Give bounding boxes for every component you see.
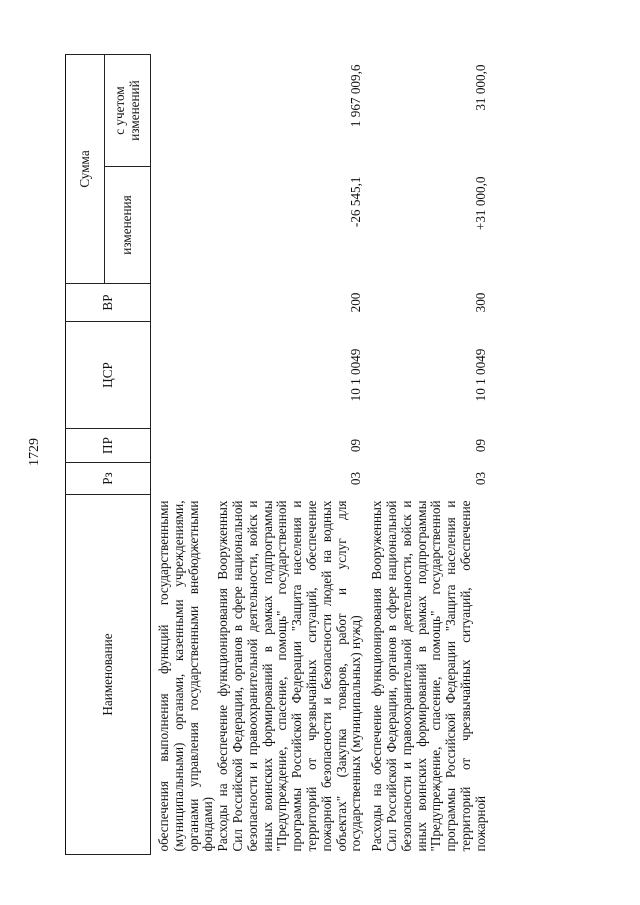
budget-table bbox=[65, 54, 489, 855]
rotated-page-content bbox=[65, 55, 640, 855]
row-change: -26 545,1 bbox=[348, 176, 364, 228]
row-change: +31 000,0 bbox=[472, 176, 488, 231]
header-with-changes: с учетом изменений bbox=[105, 55, 151, 167]
page-number: 1729 bbox=[27, 438, 42, 466]
header-csr: ЦСР bbox=[66, 322, 151, 429]
row-pr: 09 bbox=[348, 438, 364, 453]
row-csr: 10 1 0049 bbox=[348, 348, 364, 402]
row-pr bbox=[157, 429, 216, 463]
row-name: Расходы на обеспечение функционирования Вооруженных Сил Российской Федерации, органов в сфере национальной безопасности и правоохранительной деятельности, войск и иных воинских формирований в рамках подпрограммы "Предупреждение, спасение, помощь" государственной программы Российской Федерации "Защита населения и территорий от чрезвычайных ситуаций, обеспечение пожарной bbox=[369, 500, 488, 852]
row-vr bbox=[157, 284, 216, 322]
header-pr: ПР bbox=[66, 429, 151, 463]
row-rz: 03 bbox=[472, 471, 488, 486]
table-row bbox=[157, 55, 216, 855]
row-vr: 300 bbox=[472, 292, 488, 313]
row-name: обеспечения выполнения функций государственными (муниципальными) органами, казенными учреждениями, органами управления государственными внебюджетными фондами) bbox=[156, 500, 216, 852]
row-name: Расходы на обеспечение функционирования Вооруженных Сил Российской Федерации, органов в сфере национальной безопасности и правоохранительной деятельности, войск и иных воинских формирований в рамках подпрограммы "Предупреждение, спасение, помощь" государственной программы Российской Федерации "Защита населения и территорий от чрезвычайных ситуаций, обеспечение пожарной безопасности и безопасности людей на водных объектах" (Закупка товаров, работ и услуг для государственных (муниципальных) нужд) bbox=[215, 500, 364, 852]
header-rz: Рз bbox=[66, 463, 151, 495]
row-pr: 09 bbox=[472, 438, 488, 453]
row-rz bbox=[157, 463, 216, 495]
row-csr bbox=[157, 322, 216, 429]
table-row bbox=[216, 55, 364, 855]
table-row bbox=[370, 55, 488, 855]
header-name: Наименование bbox=[66, 495, 151, 855]
row-total: 31 000,0 bbox=[472, 64, 488, 111]
row-total: 1 967 009,6 bbox=[348, 64, 364, 128]
row-rz: 03 bbox=[348, 471, 364, 486]
row-csr: 10 1 0049 bbox=[472, 348, 488, 402]
row-vr: 200 bbox=[348, 292, 364, 313]
header-vr: ВР bbox=[66, 284, 151, 322]
row-total bbox=[157, 55, 216, 167]
header-change: изменения bbox=[105, 167, 151, 284]
row-change bbox=[157, 167, 216, 284]
header-sum: Сумма bbox=[66, 55, 105, 284]
table-header bbox=[66, 55, 151, 855]
